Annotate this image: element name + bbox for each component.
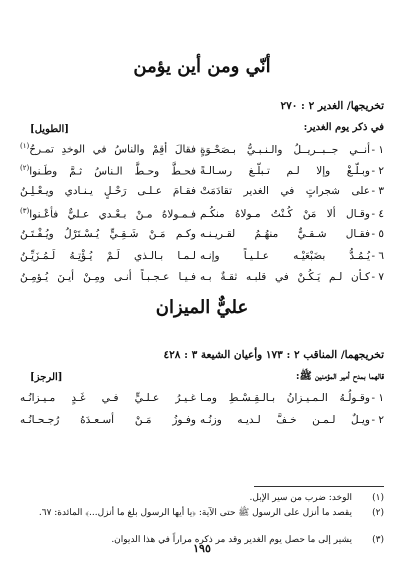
poem1-occasion: في ذكر يوم الغدير: bbox=[303, 122, 384, 133]
hemistich-text: فقالَ أقِمْ والناسُ في الوخدِ تمـرحُ bbox=[29, 143, 196, 156]
verse-second-hemistich: لـمـا بـالـذي لَـمْ يُـؤْتِـهُ لَـمُـزَيِّـنُ bbox=[20, 249, 196, 262]
footnote-number: (٢) bbox=[372, 508, 384, 518]
verse-row bbox=[20, 207, 384, 229]
footnote bbox=[20, 507, 384, 520]
verse-number: ٢ - bbox=[371, 413, 384, 426]
verse-first-hemistich: وقـولُـهُ الـمـيـزانُ بـالـقِـسْـطِ ومـا bbox=[200, 392, 370, 404]
footnote-number: (١) bbox=[372, 493, 384, 503]
verse-row bbox=[20, 250, 384, 272]
poem1-source: تخريجها/ الغدير ٢ : ٢٧٠ bbox=[280, 100, 384, 112]
poem1-meter: [الطويل] bbox=[30, 124, 70, 135]
poem2-occasion: قالهما بمدح أمير المؤمنين ﷺ: bbox=[295, 371, 384, 382]
verse-second-hemistich: فقـامَ عـلـى رَحْـلٍ يـنـادي ويـعْـلِـنُ bbox=[20, 185, 196, 197]
verse-first-hemistich: يُـمُـدُّ بضَبْعَيْـه عـلـيـاً وإنـه bbox=[200, 249, 370, 262]
verse-row bbox=[20, 164, 384, 186]
verse-second-hemistich bbox=[20, 207, 196, 221]
page-number: ١٩٥ bbox=[193, 542, 211, 555]
verse-first-hemistich: فقـال شـقـيٌّ منهُـمُ لقـريـنـه bbox=[200, 228, 370, 240]
verse-second-hemistich bbox=[20, 142, 196, 156]
verse-row bbox=[20, 414, 384, 436]
poem2-verses bbox=[20, 392, 384, 435]
verse-number: ٦ - bbox=[371, 249, 384, 262]
verse-number: ٥ - bbox=[371, 228, 384, 240]
verse-first-hemistich: أنــي جــبــريــلُ والـنـبـيُّ بـصَحْـوَةٍ bbox=[200, 143, 370, 156]
verse-row bbox=[20, 392, 384, 414]
verse-number: ١ - bbox=[371, 392, 384, 404]
verse-second-hemistich: وفـوزُ مَـنْ أسـعـدَهُ رُجـحـانُـه bbox=[20, 413, 196, 426]
footnote-marker: (٣) bbox=[20, 206, 30, 215]
footnote-text: يشير إلى ما حصل يوم الغدير وقد مر ذكره مراراً في هذا الديوان. bbox=[111, 535, 352, 545]
verse-first-hemistich: كـأن لـم يَـكُـنْ في قلبـه ثقـةٌ بـه bbox=[200, 271, 370, 283]
verse-row bbox=[20, 142, 384, 164]
verse-first-hemistich: وقـال ألا مَنْ كُـنْتُ مـولاهُ منكُـم bbox=[200, 208, 370, 220]
verse-first-hemistich: ويـلٌ لـمـن خـفَّ لـديـه وزنُـه bbox=[200, 413, 370, 426]
verse-number: ٧ - bbox=[371, 271, 384, 283]
poem1-verses bbox=[20, 142, 384, 293]
poem2-source: تخريجهما/ المناقب ٢ : ١٧٣ وأعيان الشيعة ٣ : ٤٢٨ bbox=[163, 349, 384, 361]
footnote bbox=[20, 492, 384, 505]
verse-second-hemistich: فـيـا عـجـبـاً أنـى ومِـنْ أيـنَ يُـؤمِـنُ bbox=[20, 271, 196, 283]
hemistich-text: فحـطَّ وحـطَّ الـناسُ ثـمَّ وطَـنوا bbox=[29, 165, 196, 177]
footnote-marker: (٢) bbox=[20, 163, 30, 172]
poem2-meter: [الرجز] bbox=[30, 372, 63, 383]
poem1-title: أنّي ومن أين يؤمن bbox=[133, 56, 271, 77]
footnote-divider bbox=[254, 486, 384, 487]
hemistich-text: فـمـولاهُ مـنْ بـعْـدي عـليٌّ فأعْـنوا bbox=[29, 208, 196, 220]
verse-first-hemistich: على شجراتٍ في الغدير تقادَمَتْ bbox=[200, 185, 370, 197]
verse-first-hemistich: وبـلّـغْ وإلا لـم تـبلّـغ رسـالـةً bbox=[200, 165, 370, 177]
footnote-text: يقصد ما أنزل على الرسول ﷺ حتى الآية: ﴿يا أيها الرسول بلغ ما أنزل...﴾ المائدة: ٦٧. bbox=[38, 508, 352, 518]
footnote-number: (٣) bbox=[372, 535, 384, 545]
verse-second-hemistich: وكـم مَـنْ شَـقِـيٍّ يُـسْـتَرْلُ ويُـفْـتَـنُ bbox=[20, 228, 196, 240]
footnote-text: الوخد: ضرب من سير الإبل. bbox=[249, 493, 352, 503]
verse-number: ٤ - bbox=[371, 208, 384, 220]
verse-row bbox=[20, 271, 384, 293]
verse-second-hemistich: غـيـرُ عـلـيٍّ فـي غَـدٍ مـيـزانُـه bbox=[20, 392, 196, 404]
verse-second-hemistich bbox=[20, 164, 196, 178]
poem2-title: عليٌّ الميزان bbox=[155, 297, 249, 318]
verse-number: ١ - bbox=[371, 143, 384, 156]
verse-number: ٢ - bbox=[371, 165, 384, 177]
verse-row bbox=[20, 185, 384, 207]
verse-row bbox=[20, 228, 384, 250]
verse-number: ٣ - bbox=[371, 185, 384, 197]
footnote-marker: (١) bbox=[20, 142, 30, 150]
